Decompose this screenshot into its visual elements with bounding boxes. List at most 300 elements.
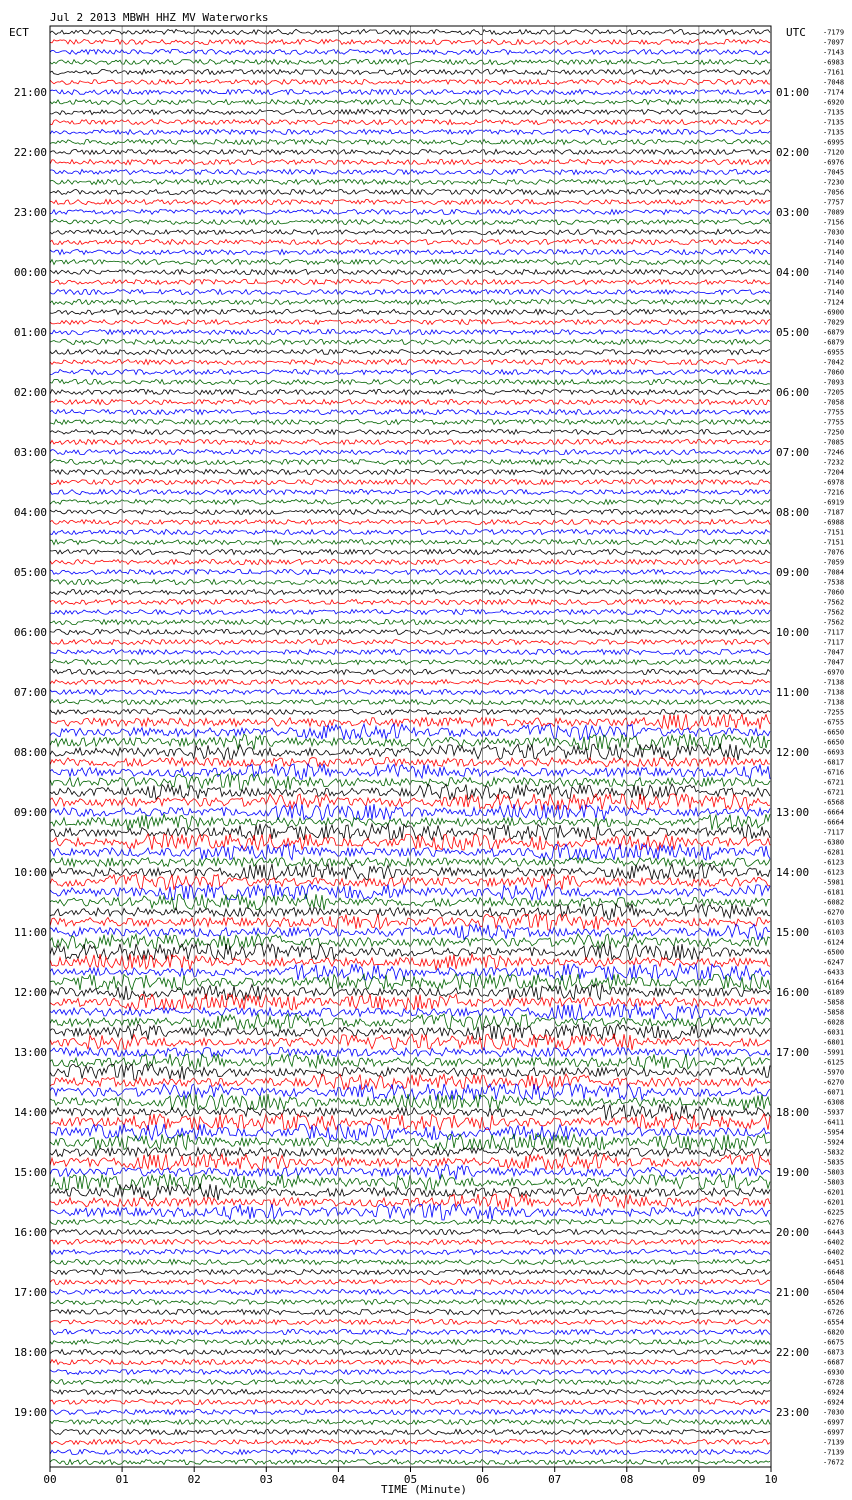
row-value-label: -6726 — [823, 1308, 845, 1317]
row-value-label: -7230 — [823, 178, 845, 187]
row-value-label: -7151 — [823, 528, 845, 537]
seismic-trace — [50, 529, 770, 534]
row-value-label: -6402 — [823, 1238, 845, 1247]
row-value-label: -7255 — [823, 708, 845, 717]
row-value-label: -6879 — [823, 328, 845, 337]
x-tick-label: 09 — [692, 1473, 706, 1486]
seismic-trace — [50, 179, 770, 184]
left-timezone-label: ECT — [9, 26, 29, 39]
seismic-trace — [50, 579, 770, 584]
row-value-label: -7056 — [823, 188, 845, 197]
row-value-label: -6879 — [823, 338, 845, 347]
seismic-trace — [50, 329, 770, 334]
seismic-trace — [50, 339, 770, 344]
seismic-trace — [50, 1024, 770, 1040]
row-value-label: -7138 — [823, 698, 845, 707]
seismic-trace — [50, 89, 770, 94]
right-hour-label: 23:00 — [776, 1406, 810, 1419]
seismic-trace — [50, 569, 770, 574]
seismic-trace — [50, 1184, 770, 1200]
row-value-label: -6995 — [823, 138, 845, 147]
left-hour-label: 05:00 — [13, 566, 47, 579]
right-hour-label: 21:00 — [776, 1286, 810, 1299]
left-hour-label: 10:00 — [13, 866, 47, 879]
row-value-label: -6071 — [823, 1088, 845, 1097]
seismic-trace — [50, 764, 770, 780]
seismic-trace — [50, 1319, 770, 1324]
seismic-trace — [50, 974, 770, 990]
row-value-label: -7058 — [823, 398, 845, 407]
row-value-label: -7045 — [823, 168, 845, 177]
seismic-trace — [50, 289, 770, 294]
seismic-trace — [50, 639, 770, 644]
seismic-trace — [50, 1259, 770, 1264]
right-hour-label: 04:00 — [776, 266, 810, 279]
seismic-trace — [50, 269, 770, 274]
seismic-trace — [50, 1154, 770, 1170]
row-value-label: -6817 — [823, 758, 845, 767]
seismic-trace — [50, 1439, 770, 1444]
seismic-trace — [50, 189, 770, 194]
row-value-label: -7755 — [823, 418, 845, 427]
seismic-trace — [50, 1074, 770, 1090]
row-value-label: -6247 — [823, 958, 845, 967]
row-value-label: -7250 — [823, 428, 845, 437]
left-hour-label: 09:00 — [13, 806, 47, 819]
chart-title: Jul 2 2013 MBWH HHZ MV Waterworks — [50, 11, 269, 24]
seismic-trace — [50, 169, 770, 174]
seismic-trace — [50, 430, 770, 435]
row-value-label: -6103 — [823, 928, 845, 937]
row-value-label: -7140 — [823, 268, 845, 277]
row-value-label: -6526 — [823, 1298, 845, 1307]
row-value-label: -7047 — [823, 648, 845, 657]
seismic-trace — [50, 399, 770, 404]
row-value-label: -7140 — [823, 258, 845, 267]
row-value-label: -7060 — [823, 588, 845, 597]
row-value-label: -6997 — [823, 1428, 845, 1437]
x-tick-label: 00 — [43, 1473, 57, 1486]
row-value-label: -7060 — [823, 368, 845, 377]
seismic-trace — [50, 249, 770, 254]
seismic-trace — [50, 1219, 770, 1224]
row-value-label: -6755 — [823, 718, 845, 727]
seismic-trace — [50, 449, 770, 454]
row-value-label: -7156 — [823, 218, 845, 227]
seismic-trace — [50, 1329, 770, 1334]
left-hour-labels — [14, 86, 47, 1419]
seismic-trace — [50, 1034, 770, 1050]
row-value-label: -6028 — [823, 1018, 845, 1027]
seismic-trace — [50, 884, 770, 900]
left-hour-label: 04:00 — [13, 506, 47, 519]
left-hour-label: 17:00 — [13, 1286, 47, 1299]
row-value-label: -7030 — [823, 228, 845, 237]
seismic-trace — [50, 539, 770, 544]
seismic-trace — [50, 1429, 770, 1434]
x-tick-label: 02 — [187, 1473, 201, 1486]
seismic-trace — [50, 1280, 770, 1285]
row-value-label: -7059 — [823, 558, 845, 567]
seismic-trace — [50, 734, 770, 750]
seismic-trace — [50, 1309, 770, 1314]
row-value-label: -6270 — [823, 908, 845, 917]
seismic-trace — [50, 1048, 770, 1057]
seismic-trace — [50, 159, 770, 164]
seismic-trace — [50, 1399, 770, 1404]
right-hour-label: 08:00 — [776, 506, 810, 519]
seismic-trace — [50, 499, 770, 504]
row-value-label: -7042 — [823, 358, 845, 367]
row-value-label: -6433 — [823, 968, 845, 977]
seismic-trace — [50, 29, 770, 34]
x-axis-label: TIME (Minute) — [380, 1483, 468, 1496]
row-value-label: -6554 — [823, 1318, 845, 1327]
right-hour-label: 02:00 — [776, 146, 810, 159]
seismic-trace — [50, 814, 770, 830]
row-value-label: -5835 — [823, 1158, 845, 1167]
x-tick-label: 07 — [548, 1473, 562, 1486]
seismic-trace — [50, 509, 770, 514]
row-value-label: -7204 — [823, 468, 845, 477]
row-value-label: -7140 — [823, 278, 845, 287]
row-value-label: -6687 — [823, 1358, 845, 1367]
row-value-label: -6443 — [823, 1228, 845, 1237]
seismic-trace — [50, 439, 770, 444]
row-value-label: -6451 — [823, 1258, 845, 1267]
seismic-trace — [50, 109, 770, 114]
row-value-label: -5970 — [823, 1068, 845, 1077]
row-value-label: -7089 — [823, 208, 845, 217]
right-hour-label: 07:00 — [776, 446, 810, 459]
row-value-label: -5803 — [823, 1168, 845, 1177]
seismic-trace — [50, 129, 770, 134]
seismic-trace — [50, 1380, 770, 1385]
left-hour-label: 23:00 — [13, 206, 47, 219]
row-value-label: -6123 — [823, 858, 845, 867]
row-value-label: -7562 — [823, 618, 845, 627]
row-value-label: -5991 — [823, 1048, 845, 1057]
x-tick-label: 05 — [403, 1473, 418, 1486]
row-value-label: -6201 — [823, 1188, 845, 1197]
row-value-label: -6500 — [823, 948, 845, 957]
seismic-trace — [50, 389, 770, 394]
row-value-label: -6675 — [823, 1338, 845, 1347]
row-value-label: -6919 — [823, 498, 845, 507]
row-value-label: -6924 — [823, 1398, 845, 1407]
seismic-trace — [50, 649, 770, 654]
seismic-trace — [50, 1249, 770, 1254]
row-value-label: -7138 — [823, 688, 845, 697]
row-value-label: -6924 — [823, 1388, 845, 1397]
seismic-trace — [50, 469, 770, 474]
row-value-label: -6970 — [823, 668, 845, 677]
row-value-label: -6997 — [823, 1418, 845, 1427]
row-value-label: -7117 — [823, 828, 845, 837]
row-value-label: -7138 — [823, 678, 845, 687]
left-hour-label: 06:00 — [13, 626, 47, 639]
row-value-label: -6721 — [823, 778, 845, 787]
row-value-label: -6873 — [823, 1348, 845, 1357]
right-hour-label: 14:00 — [776, 866, 810, 879]
row-value-label: -7232 — [823, 458, 845, 467]
seismic-trace — [50, 319, 770, 324]
right-hour-label: 13:00 — [776, 806, 810, 819]
seismic-trace — [50, 419, 770, 424]
right-hour-label: 05:00 — [776, 326, 810, 339]
row-value-label: -7135 — [823, 118, 845, 127]
right-hour-label: 18:00 — [776, 1106, 810, 1119]
seismic-trace — [50, 1094, 770, 1110]
seismic-trace — [50, 774, 770, 790]
seismic-trace — [50, 1369, 770, 1374]
row-value-label: -6650 — [823, 738, 845, 747]
left-hour-label: 15:00 — [13, 1166, 47, 1179]
row-value-label: -5937 — [823, 1108, 845, 1117]
right-hour-label: 06:00 — [776, 386, 810, 399]
right-timezone-label: UTC — [786, 26, 806, 39]
left-hour-label: 02:00 — [13, 386, 47, 399]
seismic-trace — [50, 199, 770, 204]
seismic-trace — [50, 689, 770, 694]
row-value-label: -6983 — [823, 58, 845, 67]
row-value-label: -5832 — [823, 1148, 845, 1157]
seismic-trace — [50, 699, 770, 704]
right-hour-label: 17:00 — [776, 1046, 810, 1059]
row-value-label: -5858 — [823, 998, 845, 1007]
seismic-trace — [50, 1084, 770, 1100]
seismic-trace — [50, 669, 770, 674]
seismic-trace — [50, 279, 770, 284]
seismic-trace — [50, 309, 770, 314]
row-value-label: -7097 — [823, 38, 845, 47]
row-value-label: -7139 — [823, 1438, 845, 1447]
row-value-label: -7179 — [823, 28, 845, 37]
row-value-label: -7161 — [823, 68, 845, 77]
seismic-trace — [50, 519, 770, 524]
left-hour-label: 14:00 — [13, 1106, 47, 1119]
seismic-trace — [50, 1389, 770, 1394]
right-hour-label: 10:00 — [776, 626, 810, 639]
right-hour-label: 12:00 — [776, 746, 810, 759]
row-value-label: -6728 — [823, 1378, 845, 1387]
seismic-trace — [50, 804, 770, 820]
row-value-label: -6693 — [823, 748, 845, 757]
row-value-label: -6123 — [823, 868, 845, 877]
row-value-label: -6930 — [823, 1368, 845, 1377]
seismic-trace — [50, 59, 770, 64]
row-value-label: -6164 — [823, 978, 845, 987]
row-value-label: -6125 — [823, 1058, 845, 1067]
row-value-label: -6920 — [823, 98, 845, 107]
seismic-trace — [50, 49, 770, 54]
row-value-label: -6900 — [823, 308, 845, 317]
x-tick-label: 03 — [259, 1473, 273, 1486]
right-hour-label: 16:00 — [776, 986, 810, 999]
seismic-trace — [50, 1419, 770, 1424]
seismic-trace — [50, 954, 770, 970]
row-value-label: -7093 — [823, 378, 845, 387]
row-value-label: -7216 — [823, 488, 845, 497]
row-value-label: -7135 — [823, 128, 845, 137]
row-value-label: -6504 — [823, 1288, 845, 1297]
seismic-trace — [50, 964, 770, 980]
row-value-label: -7538 — [823, 578, 845, 587]
row-value-label: -6664 — [823, 808, 845, 817]
seismic-trace — [50, 1459, 770, 1464]
row-value-label: -6201 — [823, 1198, 845, 1207]
seismic-trace — [50, 599, 770, 604]
seismic-trace — [50, 629, 770, 634]
row-value-label: -6189 — [823, 988, 845, 997]
row-value-label: -7140 — [823, 248, 845, 257]
seismic-trace — [50, 1239, 770, 1244]
seismic-trace — [50, 219, 770, 224]
seismic-trace — [50, 229, 770, 234]
row-value-label: -7757 — [823, 198, 845, 207]
right-hour-label: 19:00 — [776, 1166, 810, 1179]
seismic-trace — [50, 1269, 770, 1274]
row-value-label: -7047 — [823, 658, 845, 667]
row-value-label: -7030 — [823, 1408, 845, 1417]
seismic-trace — [50, 1349, 770, 1354]
row-value-label: -7029 — [823, 318, 845, 327]
seismic-trace — [50, 1339, 770, 1344]
left-hour-label: 03:00 — [13, 446, 47, 459]
row-value-label: -6031 — [823, 1028, 845, 1037]
seismic-trace — [50, 1004, 770, 1020]
seismic-trace — [50, 679, 770, 684]
seismic-trace — [50, 1289, 770, 1294]
seismic-trace — [50, 714, 770, 730]
right-hour-label: 11:00 — [776, 686, 810, 699]
x-tick-label: 01 — [115, 1473, 129, 1486]
row-value-label: -6380 — [823, 838, 845, 847]
row-value-label: -6650 — [823, 728, 845, 737]
seismic-trace — [50, 479, 770, 484]
row-value-label: -7048 — [823, 78, 845, 87]
seismic-trace — [50, 904, 770, 919]
row-value-label: -6976 — [823, 158, 845, 167]
seismic-trace — [50, 984, 770, 1000]
row-value-label: -6411 — [823, 1118, 845, 1127]
left-hour-label: 13:00 — [13, 1046, 47, 1059]
seismic-trace — [50, 659, 770, 664]
row-value-label: -6402 — [823, 1248, 845, 1257]
row-value-label: -7187 — [823, 508, 845, 517]
row-value-label: -6648 — [823, 1268, 845, 1277]
row-value-label: -7085 — [823, 438, 845, 447]
seismic-trace — [50, 894, 770, 910]
seismic-trace — [50, 619, 770, 624]
row-value-label: -7117 — [823, 628, 845, 637]
left-hour-label: 22:00 — [13, 146, 47, 159]
right-hour-label: 20:00 — [776, 1226, 810, 1239]
seismic-trace — [50, 709, 770, 714]
left-hour-label: 07:00 — [13, 686, 47, 699]
row-value-label: -6955 — [823, 348, 845, 357]
left-hour-label: 00:00 — [13, 266, 47, 279]
seismic-trace — [50, 1449, 770, 1454]
left-hour-label: 19:00 — [13, 1406, 47, 1419]
seismic-trace — [50, 1064, 770, 1080]
row-value-label: -7174 — [823, 88, 845, 97]
row-value-label: -6978 — [823, 478, 845, 487]
row-value-label: -6276 — [823, 1218, 845, 1227]
seismic-trace — [50, 1359, 770, 1364]
left-hour-label: 01:00 — [13, 326, 47, 339]
left-hour-label: 11:00 — [13, 926, 47, 939]
seismic-trace — [50, 1229, 770, 1234]
seismic-trace — [50, 589, 770, 594]
row-value-label: -5924 — [823, 1138, 845, 1147]
row-value-labels — [823, 29, 844, 1467]
row-value-label: -6504 — [823, 1278, 845, 1287]
row-value-label: -7151 — [823, 538, 845, 547]
row-value-label: -6181 — [823, 888, 845, 897]
seismic-trace — [50, 39, 770, 44]
row-value-label: -7205 — [823, 388, 845, 397]
row-value-label: -6082 — [823, 898, 845, 907]
row-value-label: -7562 — [823, 608, 845, 617]
row-value-label: -5803 — [823, 1178, 845, 1187]
row-value-label: -7120 — [823, 148, 845, 157]
row-value-label: -7117 — [823, 638, 845, 647]
trace-group — [50, 29, 770, 1464]
seismic-trace — [50, 609, 770, 614]
seismic-trace — [50, 834, 770, 850]
left-hour-label: 08:00 — [13, 746, 47, 759]
row-value-label: -5858 — [823, 1008, 845, 1017]
left-hour-label: 18:00 — [13, 1346, 47, 1359]
x-tick-label: 10 — [764, 1473, 778, 1486]
seismic-trace — [50, 299, 770, 304]
seismic-trace — [50, 858, 770, 867]
seismic-trace — [50, 874, 770, 890]
x-tick-label: 08 — [620, 1473, 634, 1486]
row-value-label: -6721 — [823, 788, 845, 797]
seismic-trace — [50, 139, 770, 144]
row-value-label: -6988 — [823, 518, 845, 527]
seismic-trace — [50, 259, 770, 264]
row-value-label: -6801 — [823, 1038, 845, 1047]
row-value-label: -7246 — [823, 448, 845, 457]
right-hour-label: 09:00 — [776, 566, 810, 579]
seismic-trace — [50, 79, 770, 84]
row-value-label: -6820 — [823, 1328, 845, 1337]
row-value-label: -7140 — [823, 288, 845, 297]
seismic-trace — [50, 119, 770, 124]
seismic-trace — [50, 209, 770, 214]
row-value-label: -7139 — [823, 1448, 845, 1457]
row-value-label: -7124 — [823, 298, 845, 307]
row-value-label: -7135 — [823, 108, 845, 117]
right-hour-label: 22:00 — [776, 1346, 810, 1359]
seismic-trace — [50, 359, 770, 364]
seismic-trace — [50, 559, 770, 564]
seismic-trace — [50, 409, 770, 414]
row-value-label: -7672 — [823, 1458, 845, 1467]
left-hour-label: 16:00 — [13, 1226, 47, 1239]
right-hour-label: 15:00 — [776, 926, 810, 939]
row-value-label: -6716 — [823, 768, 845, 777]
row-value-label: -7755 — [823, 408, 845, 417]
row-value-label: -6270 — [823, 1078, 845, 1087]
right-hour-label: 03:00 — [776, 206, 810, 219]
row-value-label: -6281 — [823, 848, 845, 857]
left-hour-label: 21:00 — [13, 86, 47, 99]
seismic-trace — [50, 459, 770, 464]
